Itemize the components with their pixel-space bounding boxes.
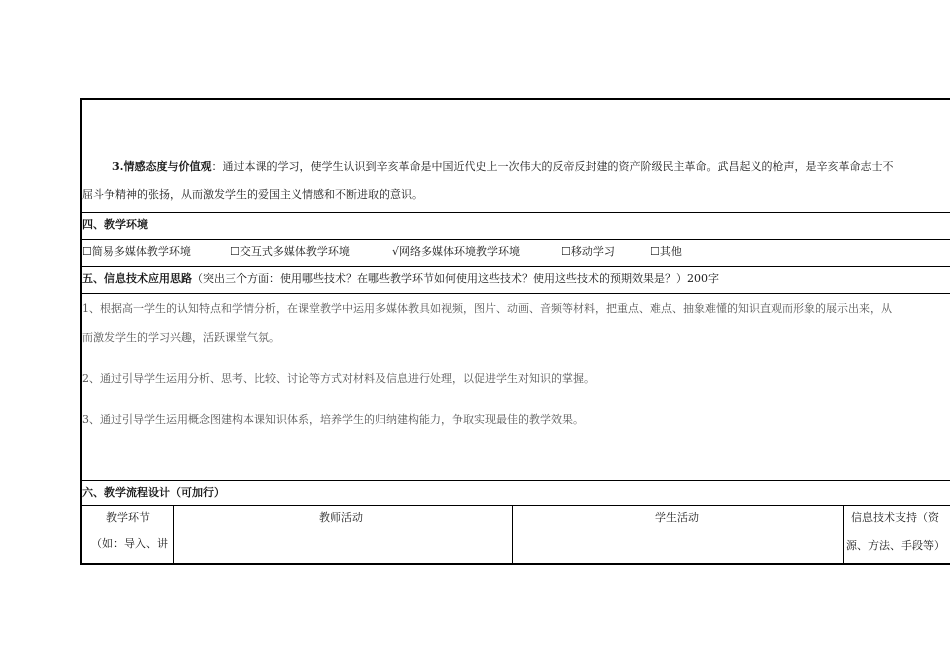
section5-p1a: 1、根据高一学生的认知特点和学情分析，在课堂教学中运用多媒体教具如视频，图片、动画、音频等材料，把重点、难点、抽象难懂的知识直观而形象的展示出来，从	[82, 302, 892, 315]
section3-line1	[112, 160, 893, 174]
section6-title: 六、教学流程设计（可加行）	[82, 486, 225, 499]
env-option-other[interactable]: ☐其他	[650, 245, 682, 258]
env-option-mobile[interactable]: ☐移动学习	[561, 245, 615, 258]
row-divider	[80, 480, 950, 481]
col-header-tech-note: 源、方法、手段等）	[846, 539, 945, 552]
col-header-stage: 教学环节	[106, 511, 150, 524]
env-option-simple[interactable]: ☐简易多媒体教学环境	[82, 245, 191, 258]
row-divider	[80, 293, 950, 294]
col-header-student: 学生活动	[655, 511, 699, 524]
row-divider	[80, 266, 950, 267]
column-divider	[173, 505, 174, 564]
row-divider	[80, 239, 950, 240]
section5-subtitle: （突出三个方面：使用哪些技术？在哪些教学环节如何使用这些技术？使用这些技术的预期效果是？）200字	[192, 272, 719, 285]
section5-p3: 3、通过引导学生运用概念图建构本课知识体系，培养学生的归纳建构能力，争取实现最佳的教学效果。	[82, 413, 584, 426]
section5-p1b: 而激发学生的学习兴趣，活跃课堂气氛。	[82, 331, 280, 344]
row-divider	[80, 505, 950, 506]
row-divider	[80, 212, 950, 213]
section3-text2: 屈斗争精神的张扬，从而激发学生的爱国主义情感和不断进取的意识。	[82, 188, 423, 201]
section5-p2: 2、通过引导学生运用分析、思考、比较、讨论等方式对材料及信息进行处理，以促进学生对知识的掌握。	[82, 372, 595, 385]
section5-title: 五、信息技术应用思路	[82, 272, 192, 285]
section3-text1: ：通过本课的学习，使学生认识到辛亥革命是中国近代史上一次伟大的反帝反封建的资产阶级民主革命。武昌起义的枪声，是辛亥革命志士不	[211, 160, 894, 173]
env-option-interactive[interactable]: ☐交互式多媒体教学环境	[230, 245, 350, 258]
section4-title: 四、教学环境	[82, 218, 148, 231]
column-divider	[843, 505, 844, 564]
column-divider	[512, 505, 513, 564]
col-header-stage-note: （如：导入、讲	[91, 537, 168, 550]
env-option-network[interactable]: √网络多媒体环境教学环境	[392, 245, 521, 258]
section3-label: 3.情感态度与价值观	[112, 160, 212, 173]
col-header-tech: 信息技术支持（资	[851, 511, 939, 524]
section5-heading	[82, 272, 719, 286]
col-header-teacher: 教师活动	[319, 511, 363, 524]
